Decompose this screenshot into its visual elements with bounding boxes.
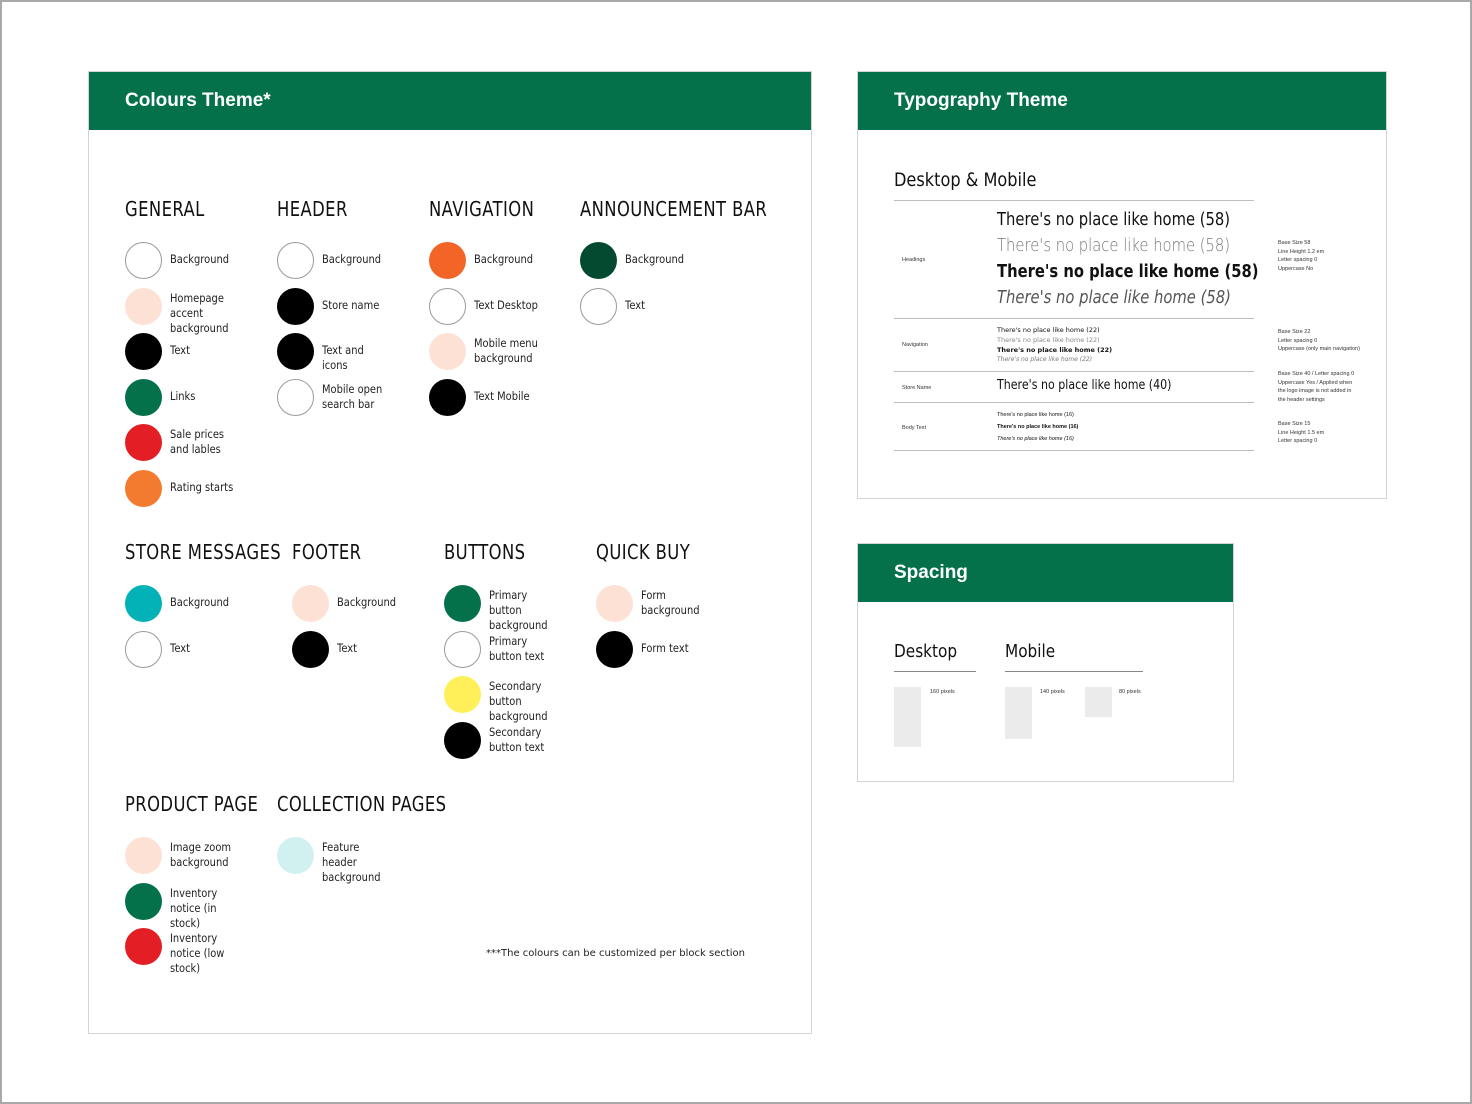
section-title: GENERAL: [125, 197, 205, 221]
body-text-spec: Base Size 15 Line Height 1.5 em Letter spacing 0: [1278, 421, 1325, 444]
color-swatch: [444, 676, 481, 713]
color-swatch-label: Form text: [641, 640, 689, 655]
color-swatch: [125, 883, 162, 920]
color-swatch: [292, 631, 329, 668]
color-swatch: [125, 470, 162, 507]
desktop-spacing-bar: [894, 687, 921, 747]
section-title: NAVIGATION: [429, 197, 535, 221]
colours-footnote: ***The colours can be customized per block section: [486, 948, 745, 959]
color-swatch-label: Form background: [641, 588, 700, 617]
color-swatch: [125, 424, 162, 461]
color-swatch: [444, 722, 481, 759]
nav-sample-regular: There's no place like home (22): [997, 326, 1100, 334]
color-swatch: [580, 288, 617, 325]
color-swatch-label: Secondary button text: [489, 724, 545, 754]
typography-theme-panel: [857, 71, 1387, 499]
section-title: BUTTONS: [444, 540, 526, 564]
color-swatch-label: Text: [625, 297, 646, 312]
spacing-header: [858, 544, 1233, 602]
color-swatch: [580, 242, 617, 279]
typography-subtitle: Desktop & Mobile: [894, 169, 1037, 191]
color-swatch: [125, 288, 162, 325]
color-swatch-label: Store name: [322, 297, 380, 312]
color-swatch-label: Inventory notice (in stock): [170, 885, 218, 930]
color-swatch: [125, 837, 162, 874]
spacing-mobile-label: Mobile: [1005, 641, 1056, 662]
body-sample-bold: There's no place like home (16): [997, 424, 1079, 430]
color-swatch: [125, 333, 162, 370]
color-swatch: [429, 288, 466, 325]
headings-label: Headings: [902, 257, 926, 263]
heading-sample-bold: There's no place like home (58): [997, 261, 1259, 282]
nav-sample-bold: There's no place like home (22): [997, 346, 1113, 354]
section-title: COLLECTION PAGES: [277, 792, 447, 816]
mobile-spacing-bar-1: [1005, 687, 1032, 739]
navigation-spec: Base Size 22 Letter spacing 0 Uppercase (only main navigation): [1278, 329, 1360, 352]
typography-theme-header: [858, 72, 1386, 130]
divider: [894, 371, 1254, 372]
color-swatch-label: Mobile open search bar: [322, 381, 383, 411]
colours-theme-header: [89, 72, 811, 130]
section-title: QUICK BUY: [596, 540, 691, 564]
color-swatch-label: Background: [474, 252, 534, 266]
color-swatch: [277, 288, 314, 325]
color-swatch-label: Text: [337, 640, 358, 655]
section-title: PRODUCT PAGE: [125, 792, 259, 816]
color-swatch-label: Mobile menu background: [474, 336, 538, 365]
nav-sample-italic: There's no place like home (22): [997, 356, 1093, 363]
divider: [1005, 671, 1143, 672]
navigation-label: Navigation: [902, 342, 928, 348]
color-swatch-label: Text Mobile: [474, 388, 530, 403]
section-title: HEADER: [277, 197, 348, 221]
color-swatch: [125, 242, 162, 279]
colours-theme-panel: [88, 71, 812, 1034]
color-swatch-label: Text and icons: [322, 343, 364, 372]
color-swatch: [292, 585, 329, 622]
body-text-label: Body Text: [902, 425, 927, 431]
color-swatch-label: Feature header background: [322, 840, 381, 884]
spacing-panel: [857, 543, 1234, 782]
color-swatch-label: Secondary button background: [489, 679, 548, 723]
color-swatch-label: Inventory notice (low stock): [170, 931, 225, 975]
color-swatch: [429, 379, 466, 416]
color-swatch: [429, 242, 466, 279]
divider: [894, 402, 1254, 403]
color-swatch-label: Background: [337, 595, 397, 609]
colours-theme-title: Colours Theme*: [125, 90, 271, 111]
color-swatch: [125, 928, 162, 965]
mobile-spacing-bar-2: [1085, 687, 1112, 717]
color-swatch-label: Image zoom background: [170, 840, 232, 869]
color-swatch: [277, 242, 314, 279]
color-swatch-label: Homepage accent background: [170, 290, 229, 335]
color-swatch-label: Background: [625, 252, 685, 266]
color-swatch: [277, 837, 314, 874]
color-swatch-label: Text Desktop: [474, 297, 538, 312]
section-title: FOOTER: [292, 540, 362, 564]
color-swatch-label: Sale prices and lables: [170, 427, 225, 456]
color-swatch-label: Text: [170, 640, 191, 655]
color-swatch: [429, 333, 466, 370]
color-swatch-label: Text: [170, 343, 191, 357]
spacing-title: Spacing: [894, 562, 968, 583]
color-swatch: [277, 379, 314, 416]
divider: [894, 318, 1254, 319]
typography-theme-title: Typography Theme: [894, 90, 1068, 111]
spacing-desktop-label: Desktop: [894, 641, 958, 662]
mobile-spacing-value-2: 80 pixels: [1119, 689, 1141, 695]
divider: [894, 200, 1254, 201]
headings-spec: Base Size 58 Line Height 1.2 em Letter spacing 0 Uppercase No: [1278, 240, 1325, 272]
divider: [894, 450, 1254, 451]
color-swatch-label: Primary button background: [489, 588, 548, 632]
color-swatch-label: Background: [322, 252, 382, 266]
body-sample-italic: There's no place like home (16): [997, 436, 1074, 442]
section-title: STORE MESSAGES: [125, 540, 282, 564]
store-name-sample: There's no place like home (40): [997, 378, 1172, 393]
body-sample-regular: There's no place like home (16): [997, 412, 1074, 418]
heading-sample-regular: There's no place like home (58): [997, 209, 1231, 230]
color-swatch: [444, 631, 481, 668]
color-swatch-label: Rating starts: [170, 479, 234, 494]
color-swatch: [596, 585, 633, 622]
color-swatch: [125, 631, 162, 668]
color-swatch-label: Primary button text: [489, 633, 545, 663]
store-name-label: Store Name: [902, 385, 932, 391]
color-swatch-label: Background: [170, 595, 230, 609]
desktop-spacing-value: 160 pixels: [930, 689, 955, 695]
color-swatch: [125, 379, 162, 416]
color-swatch: [596, 631, 633, 668]
color-swatch-label: Background: [170, 252, 230, 266]
color-swatch: [277, 333, 314, 370]
nav-sample-light: There's no place like home (22): [997, 336, 1100, 344]
divider: [894, 671, 976, 672]
color-swatch: [125, 585, 162, 622]
color-swatch: [444, 585, 481, 622]
mobile-spacing-value-1: 140 pixels: [1040, 689, 1065, 695]
heading-sample-italic: There's no place like home (58): [997, 287, 1231, 308]
color-swatch-label: Links: [170, 388, 196, 403]
heading-sample-light: There's no place like home (58): [997, 235, 1231, 256]
store-name-spec: Base Size 40 / Letter spacing 0 Uppercase Yes / Applied when the logo image is not added in the header settings: [1278, 371, 1355, 403]
section-title: ANNOUNCEMENT BAR: [580, 197, 768, 221]
